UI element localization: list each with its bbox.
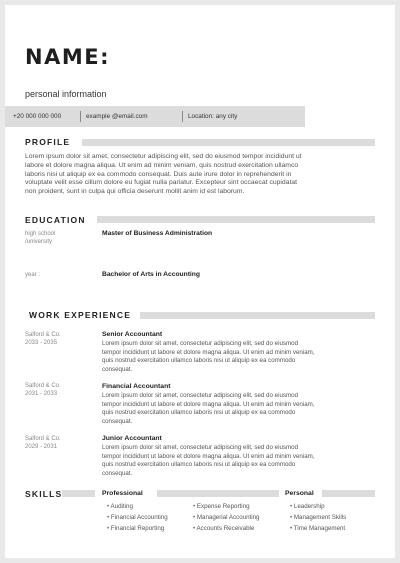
education-meta-line: /university [25,239,53,245]
skill-item: • Expense Reporting [193,503,250,510]
education-meta-line: high school [25,231,56,237]
job-desc-line: consequat. [102,469,133,477]
job-company [25,435,61,451]
email-address: example @email.com [86,113,148,120]
job-desc-line: Lorem ipsum dolor sit amet, consectetur adipiscing elit, sed do eiusmod [102,444,299,451]
job-years: 2033 - 2035 [25,340,58,346]
job-company [25,382,61,398]
skill-item: • Auditing [107,503,133,510]
resume-page [5,5,395,558]
company-name: Salford & Co. [25,383,61,389]
job-desc-line: tempor incididunt ut labore et dolore magna aliqua. Ut enim ad minim veniam, [102,348,315,356]
contact-divider [182,111,183,122]
job-desc-line: tempor incididunt ut labore et dolore magna aliqua. Ut enim ad minim veniam, [102,452,315,460]
education-meta [25,271,40,279]
contact-bar [5,106,305,127]
profile-line: non proident, sunt in culpa qui officia deserunt mollit anim id est laborum. [25,188,245,196]
job-years: 2031 - 2033 [25,391,58,397]
skill-item: • Financial Reporting [107,525,164,532]
job-description [102,392,378,426]
personal-information-label: personal information [25,89,107,99]
education-degree: Bachelor of Arts in Accounting [102,271,200,278]
job-title: Junior Accountant [102,435,162,442]
job-desc-line: quis nostrud exercitation ullamco laboris nisi ut aliquip ex ea commodo [102,409,296,416]
phone-number: +20 000 000 000 [13,113,62,120]
company-name: Salford & Co. [25,332,61,338]
work-experience-rule [140,312,375,319]
skill-item: • Financial Accounting [107,514,168,521]
education-degree: Master of Business Administration [102,230,213,237]
skills-heading: SKILLS [25,489,63,499]
profile-line: labore et dolore magna aliqua. Ut enim ad minim veniam, quis nostrud exercitation ullamco [25,161,299,169]
professional-skills-heading: Professional [102,490,143,497]
skills-rule [62,490,95,497]
professional-skills-rule [157,490,279,497]
personal-skills-rule [322,490,375,497]
skill-item: • Accounts Receivable [193,525,254,532]
skill-item: • Leadership [290,503,325,510]
skill-item: • Managerial Accounting [193,514,260,521]
job-description [102,340,378,374]
job-title: Senior Accountant [102,331,163,338]
profile-rule [82,139,375,146]
skill-item: • Management Skills [290,514,346,521]
location: Location: any city [188,113,238,120]
education-meta-line: year : [25,272,41,278]
job-desc-line: quis nostrud exercitation ullamco laboris nisi ut aliquip ex ea commodo [102,461,296,468]
profile-line: Lorem ipsum dolor sit amet, consectetur adipiscing elit, sed do eiusmod tempor incididunt ut [25,153,302,160]
company-name: Salford & Co. [25,436,61,442]
job-desc-line: quis nostrud exercitation ullamco laboris nisi ut aliquip ex ea commodo [102,357,296,364]
job-desc-line: consequat. [102,417,133,425]
profile-line: laboris nisi ut aliquip ex ea commodo consequat. Duis aute irure dolor in reprehenderit in [25,170,292,178]
job-title: Financial Accountant [102,383,171,390]
contact-divider [80,111,81,122]
profile-text [25,153,375,197]
skill-item: • Time Management [290,525,345,532]
education-meta [25,230,55,246]
education-heading: EDUCATION [25,215,86,225]
resume-name: NAME: [25,45,110,69]
job-desc-line: Lorem ipsum dolor sit amet, consectetur adipiscing elit, sed do eiusmod [102,392,299,399]
job-description [102,444,378,478]
work-experience-heading: WORK EXPERIENCE [29,310,132,320]
job-desc-line: consequat. [102,365,133,373]
profile-heading: PROFILE [25,137,71,147]
job-desc-line: Lorem ipsum dolor sit amet, consectetur adipiscing elit, sed do eiusmod [102,340,299,347]
profile-line: voluptate velit esse cillum dolore eu fugiat nulla pariatur. Excepteur sint occaecat cupidatat [25,179,298,187]
job-years: 2029 - 2031 [25,444,58,450]
education-rule [97,216,375,223]
job-company [25,331,61,347]
personal-skills-heading: Personal [285,490,314,497]
job-desc-line: tempor incididunt ut labore et dolore magna aliqua. Ut enim ad minim veniam, [102,400,315,408]
